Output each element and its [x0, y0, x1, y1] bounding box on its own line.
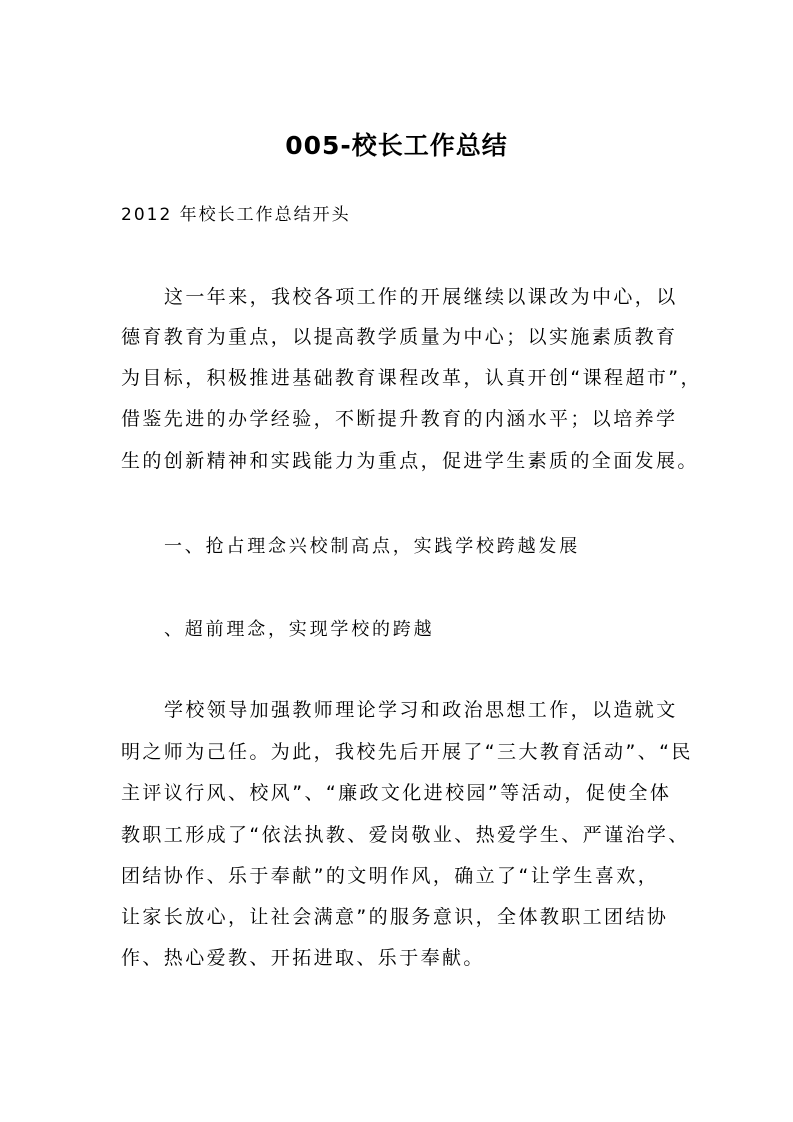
- document-title: 005-校长工作总结: [285, 131, 508, 160]
- paragraph-line: 教职工形成了“依法执教、爱岗敬业、热爱学生、严谨治学、: [121, 824, 690, 846]
- paragraph-line: 生的创新精神和实践能力为重点，促进学生素质的全面发展。: [121, 450, 699, 472]
- paragraph-line: 学校领导加强教师理论学习和政治思想工作，以造就文: [164, 699, 678, 721]
- paragraph-line: 主评议行风、校风”、“廉政文化进校园”等活动，促使全体: [121, 782, 672, 804]
- paragraph-line: 为目标，积极推进基础教育课程改革，认真开创“课程超市”，: [121, 367, 702, 389]
- section-heading: 一、抢占理念兴校制高点，实践学校跨越发展: [164, 536, 580, 557]
- paragraph-line: 德育教育为重点，以提高教学质量为中心；以实施素质教育: [121, 326, 678, 348]
- paragraph-line: 团结协作、乐于奉献”的文明作风，确立了“让学生喜欢，: [121, 865, 660, 887]
- paragraph-line: 让家长放心，让社会满意”的服务意识，全体教职工团结协: [121, 906, 669, 928]
- paragraph-line: 明之师为己任。为此，我校先后开展了“三大教育活动”、“民: [121, 741, 693, 763]
- paragraph-line: 这一年来，我校各项工作的开展继续以课改为中心，以: [164, 286, 678, 308]
- paragraph-line: 作、热心爱教、开拓进取、乐于奉献。: [121, 947, 485, 969]
- document-subtitle: 2012 年校长工作总结开头: [121, 205, 351, 225]
- paragraph-line: 借鉴先进的办学经验，不断提升教育的内涵水平；以培养学: [121, 408, 678, 430]
- subsection-heading: 、超前理念，实现学校的跨越: [164, 619, 435, 640]
